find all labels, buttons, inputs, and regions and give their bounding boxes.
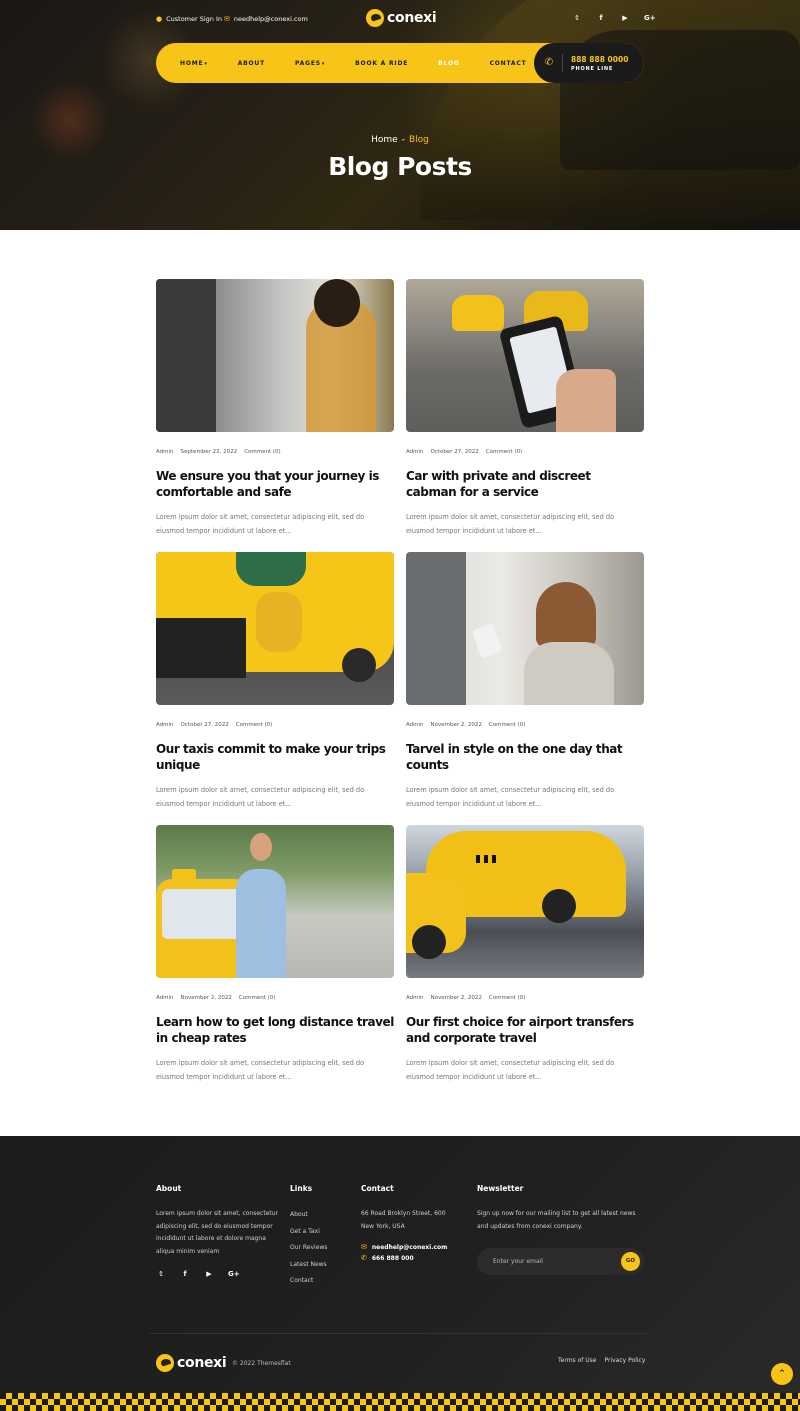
nav-pages[interactable]: PAGES▾ bbox=[295, 59, 326, 67]
footer-about-text: Lorem ipsum dolor sit amet, consectetur adipiscing elit, sed do eiusmod tempor incididunt ut labore et dolore magna aliqua minim veniam bbox=[156, 1210, 279, 1255]
post-excerpt: Lorem ipsum dolor sit amet, consectetur adipiscing elit, sed do eiusmod tempor incididunt ut labore et... bbox=[406, 513, 615, 535]
phone-line-box[interactable] bbox=[534, 43, 644, 83]
youtube-icon[interactable]: ▶ bbox=[622, 14, 628, 22]
footer-legal-links bbox=[558, 1357, 645, 1364]
user-icon: ● bbox=[156, 15, 163, 23]
page-title: Blog Posts bbox=[328, 152, 472, 181]
post-title[interactable]: Tarvel in style on the one day that counts bbox=[406, 742, 623, 772]
footer-contact-heading: Contact bbox=[361, 1184, 394, 1193]
post-comments[interactable]: Comment (0) bbox=[235, 722, 273, 728]
footer-link-contact[interactable]: Contact bbox=[290, 1277, 314, 1284]
post-thumbnail-phone-map[interactable] bbox=[406, 279, 644, 432]
envelope-icon: ✉ bbox=[361, 1243, 367, 1251]
post-excerpt: Lorem ipsum dolor sit amet, consectetur adipiscing elit, sed do eiusmod tempor incididunt ut labore et... bbox=[406, 786, 615, 808]
footer-links-list bbox=[290, 1210, 327, 1286]
privacy-policy-link[interactable]: Privacy Policy bbox=[604, 1357, 646, 1364]
customer-signin-link[interactable]: ● Customer Sign In bbox=[156, 15, 223, 23]
post-comments[interactable]: Comment (0) bbox=[488, 995, 526, 1001]
post-meta bbox=[156, 722, 394, 728]
footer-address: 66 Road Broklyn Street, 600 New York, USA bbox=[361, 1210, 446, 1230]
post-comments[interactable]: Comment (0) bbox=[244, 449, 281, 455]
post-author[interactable]: Admin bbox=[156, 995, 174, 1001]
blog-post-card bbox=[406, 279, 644, 538]
footer-link-our-reviews[interactable]: Our Reviews bbox=[290, 1244, 328, 1251]
footer-link-get-a-taxi[interactable]: Get a Taxi bbox=[290, 1227, 320, 1235]
footer-link-about[interactable]: About bbox=[290, 1211, 308, 1218]
post-excerpt: Lorem ipsum dolor sit amet, consectetur adipiscing elit, sed do eiusmod tempor incididunt ut labore et... bbox=[156, 1059, 365, 1081]
twitter-icon[interactable]: 𝕥 bbox=[159, 1270, 163, 1278]
breadcrumb-home[interactable]: Home bbox=[371, 135, 398, 145]
post-meta bbox=[406, 722, 644, 728]
header-social-links bbox=[572, 14, 654, 22]
footer-about-heading: About bbox=[156, 1184, 182, 1193]
google-plus-icon[interactable]: G+ bbox=[644, 14, 656, 22]
nav-contact[interactable]: CONTACT bbox=[489, 59, 527, 67]
blog-post-card bbox=[406, 552, 644, 811]
blog-post-card bbox=[156, 552, 394, 811]
phone-number: 888 888 0000 bbox=[571, 54, 629, 64]
page-hero bbox=[0, 0, 800, 230]
post-thumbnail-driver-by-taxi[interactable] bbox=[156, 825, 394, 978]
post-title[interactable]: Car with private and discreet cabman for a service bbox=[406, 469, 591, 499]
blog-post-card bbox=[156, 825, 394, 1084]
phone-label: PHONE LINE bbox=[571, 65, 614, 72]
nav-about[interactable]: ABOUT bbox=[237, 59, 266, 67]
post-date: November 2, 2022 bbox=[430, 995, 482, 1001]
twitter-icon[interactable]: 𝕥 bbox=[575, 14, 579, 22]
newsletter-form bbox=[477, 1248, 644, 1275]
newsletter-email-input[interactable] bbox=[493, 1248, 613, 1275]
footer-link-latest-news[interactable]: Latest News bbox=[290, 1260, 327, 1268]
footer-divider bbox=[150, 1333, 650, 1334]
scroll-to-top-button[interactable]: ⌃ bbox=[771, 1363, 793, 1385]
phone-icon: ✆ bbox=[544, 57, 554, 68]
post-author[interactable]: Admin bbox=[406, 995, 424, 1001]
top-bar bbox=[0, 12, 800, 30]
post-comments[interactable]: Comment (0) bbox=[485, 449, 523, 455]
nav-home[interactable]: HOME▾ bbox=[180, 59, 208, 67]
youtube-icon[interactable]: ▶ bbox=[206, 1270, 212, 1278]
footer-logo[interactable]: conexi bbox=[156, 1354, 226, 1372]
terms-of-use-link[interactable]: Terms of Use bbox=[558, 1357, 597, 1364]
post-meta bbox=[406, 995, 644, 1001]
post-thumbnail-woman-exiting-taxi[interactable] bbox=[156, 552, 394, 705]
post-author[interactable]: Admin bbox=[406, 449, 424, 455]
envelope-icon: ✉ bbox=[224, 15, 230, 23]
post-date: November 2, 2022 bbox=[180, 995, 232, 1001]
post-title[interactable]: Our taxis commit to make your trips unique bbox=[156, 742, 386, 772]
post-author[interactable]: Admin bbox=[156, 722, 174, 728]
post-excerpt: Lorem ipsum dolor sit amet, consectetur adipiscing elit, sed do eiusmod tempor incididunt ut labore et... bbox=[406, 1059, 615, 1081]
post-thumbnail-woman-in-car[interactable] bbox=[406, 552, 644, 705]
post-title[interactable]: Learn how to get long distance travel in cheap rates bbox=[156, 1015, 394, 1045]
blog-post-card bbox=[406, 825, 644, 1084]
taxi-checker-stripe bbox=[0, 1393, 800, 1411]
post-comments[interactable]: Comment (0) bbox=[488, 722, 526, 728]
chevron-down-icon: ▾ bbox=[321, 60, 326, 67]
post-date: October 27, 2022 bbox=[430, 449, 479, 455]
nav-book-a-ride[interactable]: BOOK A RIDE bbox=[355, 59, 409, 67]
post-author[interactable]: Admin bbox=[406, 722, 424, 728]
post-thumbnail-woman-in-taxi[interactable] bbox=[156, 279, 394, 432]
post-date: November 2, 2022 bbox=[430, 722, 482, 728]
nav-blog[interactable]: BLOG bbox=[438, 59, 460, 67]
breadcrumb: Home - Blog bbox=[371, 135, 429, 145]
newsletter-go-button[interactable]: GO bbox=[621, 1252, 640, 1271]
copyright-text: © 2022 Themesflat bbox=[232, 1360, 291, 1367]
post-author[interactable]: Admin bbox=[156, 449, 174, 455]
post-title[interactable]: We ensure you that your journey is comfortable and safe bbox=[156, 469, 379, 499]
footer-social-links bbox=[156, 1270, 238, 1278]
blog-post-card bbox=[156, 279, 394, 538]
footer-phone[interactable]: ✆ 666 888 000 bbox=[361, 1254, 414, 1262]
taxi-logo-icon bbox=[366, 9, 384, 27]
site-footer bbox=[0, 1136, 800, 1411]
breadcrumb-current: Blog bbox=[408, 135, 429, 145]
post-date: October 27, 2022 bbox=[180, 722, 229, 728]
footer-links-heading: Links bbox=[290, 1184, 313, 1193]
taxi-logo-icon bbox=[156, 1354, 174, 1372]
post-meta bbox=[406, 449, 644, 455]
chevron-down-icon: ▾ bbox=[204, 60, 208, 67]
footer-newsletter-text: Sign up now for our mailing list to get all latest news and updates from conexi company. bbox=[477, 1210, 636, 1230]
post-meta bbox=[156, 449, 394, 455]
google-plus-icon[interactable]: G+ bbox=[228, 1270, 240, 1278]
facebook-icon[interactable]: f bbox=[599, 14, 603, 22]
site-logo[interactable]: conexi bbox=[366, 9, 436, 27]
post-excerpt: Lorem ipsum dolor sit amet, consectetur adipiscing elit, sed do eiusmod tempor incididunt ut labore et... bbox=[156, 786, 365, 808]
footer-newsletter-heading: Newsletter bbox=[477, 1184, 524, 1193]
post-title[interactable]: Our first choice for airport transfers and corporate travel bbox=[406, 1015, 634, 1045]
main-navigation bbox=[156, 43, 644, 83]
post-excerpt: Lorem ipsum dolor sit amet, consectetur adipiscing elit, sed do eiusmod tempor incididunt ut labore et... bbox=[156, 513, 365, 535]
post-date: September 22, 2022 bbox=[180, 449, 238, 455]
post-comments[interactable]: Comment (0) bbox=[238, 995, 276, 1001]
facebook-icon[interactable]: f bbox=[183, 1270, 187, 1278]
phone-icon: ✆ bbox=[361, 1254, 367, 1262]
post-thumbnail-taxi-line[interactable] bbox=[406, 825, 644, 978]
footer-email[interactable]: ✉ needhelp@conexi.com bbox=[361, 1243, 448, 1251]
top-email-link[interactable]: ✉ needhelp@conexi.com bbox=[224, 15, 308, 23]
post-meta bbox=[156, 995, 394, 1001]
